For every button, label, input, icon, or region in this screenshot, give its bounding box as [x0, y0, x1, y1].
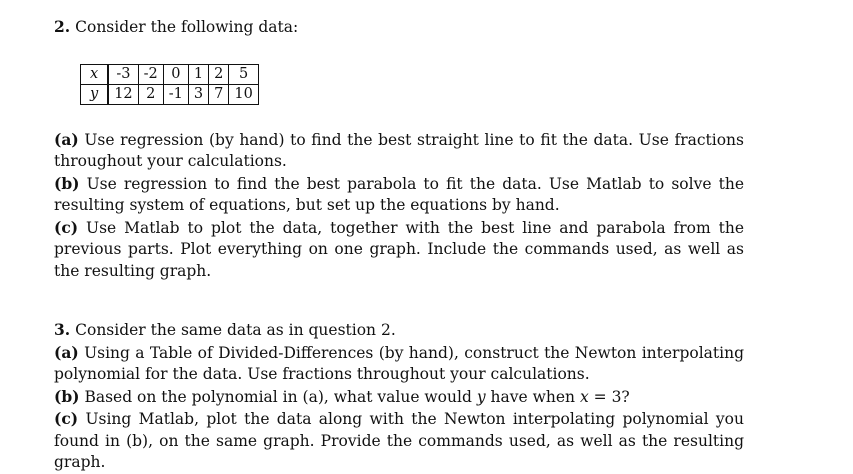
part-label: (a)	[54, 342, 79, 362]
question-2-part-b	[54, 173, 744, 217]
x-value: 2	[209, 64, 229, 84]
x-value: 0	[163, 64, 188, 84]
part-text: Use regression (by hand) to find the best straight line to fit the data. Use fractions throughout your calculations.	[54, 130, 744, 170]
part-label: (c)	[54, 217, 79, 237]
variable-y: y	[476, 387, 486, 406]
question-3-part-b	[54, 386, 744, 409]
table-row-x	[81, 64, 259, 84]
question-3-parts	[54, 342, 744, 474]
x-value: -3	[108, 64, 138, 84]
y-value: -1	[163, 84, 188, 104]
question-2-intro: Consider the following data:	[75, 18, 299, 36]
question-2-parts	[54, 129, 744, 283]
question-2	[54, 16, 744, 282]
question-3	[54, 319, 744, 474]
part-label: (a)	[54, 129, 79, 149]
question-2-part-c	[54, 217, 744, 283]
y-value: 3	[188, 84, 208, 104]
part-label: (c)	[54, 409, 79, 428]
y-value: 2	[138, 84, 163, 104]
table-row-y	[81, 84, 259, 104]
part-text: Use Matlab to plot the data, together with the best line and parabola from the previous parts. Plot everything on one graph. Include the commands used, as well as the resulting graph.	[54, 218, 744, 280]
question-2-number: 2.	[54, 17, 71, 36]
question-3-heading	[54, 319, 744, 342]
part-text: = 3?	[593, 387, 630, 406]
data-table	[80, 64, 259, 105]
x-value: 1	[188, 64, 208, 84]
y-label: y	[81, 84, 109, 104]
part-text: Using Matlab, plot the data along with the Newton interpolating polynomial you found in (b), on the same graph. Provide the commands used, as well as the resulting graph.	[54, 410, 744, 471]
part-label: (b)	[54, 173, 80, 193]
question-3-number: 3.	[54, 320, 71, 339]
question-3-part-c	[54, 408, 744, 474]
y-value: 7	[209, 84, 229, 104]
part-text: Based on the polynomial in (a), what value would	[84, 387, 472, 406]
x-value: -2	[138, 64, 163, 84]
part-text: have when	[490, 387, 576, 406]
x-value: 5	[229, 64, 258, 84]
x-label: x	[81, 64, 109, 84]
variable-x: x	[579, 387, 589, 406]
question-3-part-a	[54, 342, 744, 386]
question-2-heading	[54, 16, 744, 39]
y-value: 10	[229, 84, 258, 104]
y-value: 12	[108, 84, 138, 104]
question-3-intro: Consider the same data as in question 2.	[75, 321, 396, 339]
part-text: Using a Table of Divided-Differences (by hand), construct the Newton interpolating polynomial for the data. Use fractions throughout your calculations.	[54, 343, 744, 383]
part-text: Use regression to find the best parabola to fit the data. Use Matlab to solve the resulting system of equations, but set up the equations by hand.	[54, 174, 744, 214]
question-2-part-a	[54, 129, 744, 173]
part-label: (b)	[54, 386, 80, 406]
